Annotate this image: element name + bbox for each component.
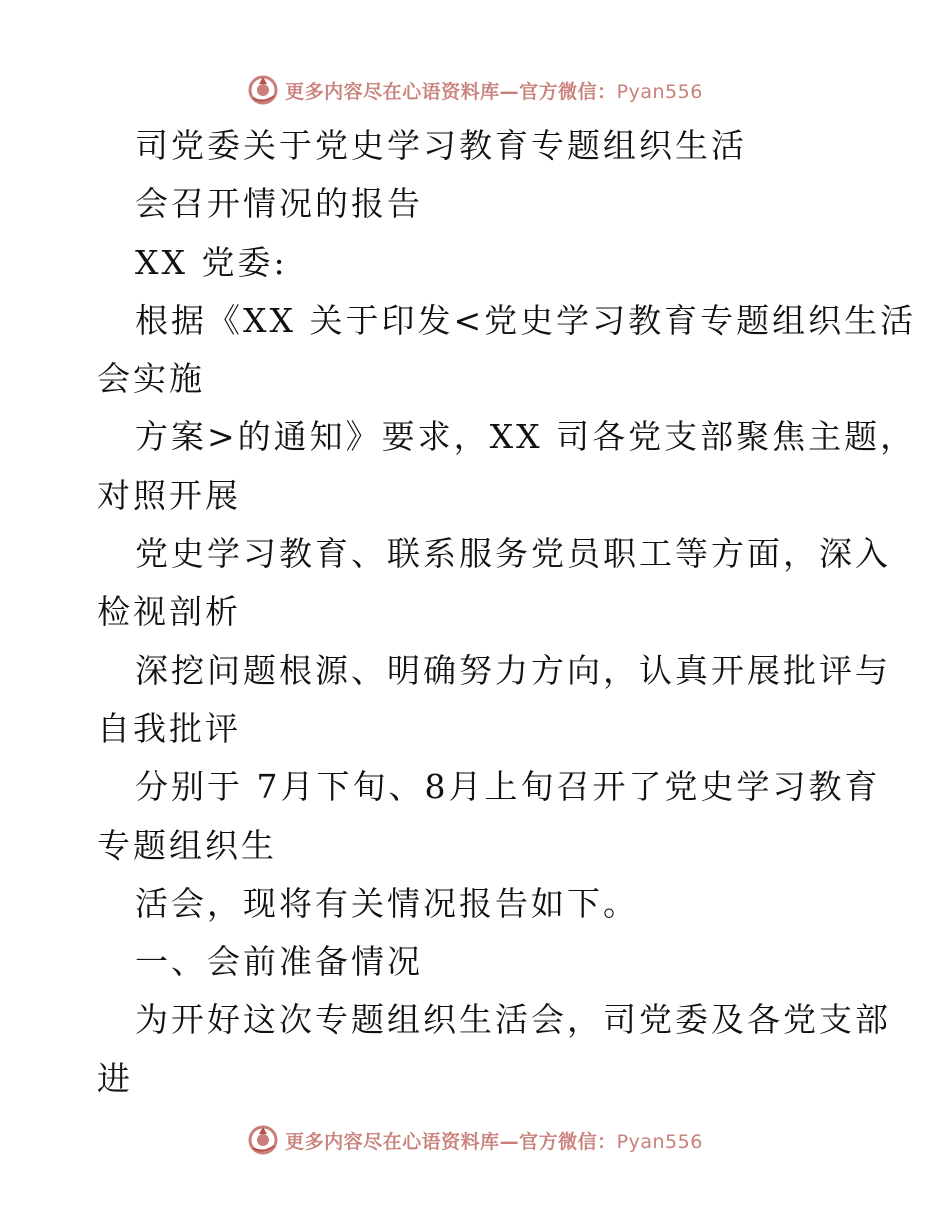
document-line: 对照开展 [97, 475, 241, 515]
seal-logo-icon [247, 74, 279, 106]
document-line: 进 [97, 1058, 133, 1098]
header-wechat-id: Pyan556 [616, 80, 703, 103]
header-watermark-banner [0, 70, 950, 110]
document-line: 自我批评 [97, 708, 241, 748]
footer-watermark-text: 更多内容尽在心语资料库—官方微信：Pyan556 [285, 1130, 703, 1153]
document-line: 检视剖析 [97, 592, 241, 632]
document-line: 根据《XX 关于印发<党史学习教育专题组织生活 [135, 300, 917, 340]
footer-watermark-banner [0, 1120, 950, 1160]
document-line: 一、会前准备情况 [135, 942, 423, 982]
header-watermark-text: 更多内容尽在心语资料库—官方微信：Pyan556 [285, 80, 703, 103]
document-line: 会召开情况的报告 [135, 184, 423, 224]
document-line: 会实施 [97, 359, 205, 399]
document-line: 党史学习教育、联系服务党员职工等方面，深入 [135, 534, 891, 574]
document-line: 司党委关于党史学习教育专题组织生活 [135, 126, 747, 165]
document-line: 专题组织生 [97, 825, 277, 865]
document-line: 为开好这次专题组织生活会，司党委及各党支部 [135, 1000, 891, 1040]
document-line: 活会，现将有关情况报告如下。 [135, 883, 639, 923]
document-line: 分别于 7月下旬、8月上旬召开了党史学习教育 [135, 767, 881, 807]
seal-logo-icon [247, 1124, 279, 1156]
document-body [0, 117, 950, 1108]
document-line: 深挖问题根源、明确努力方向，认真开展批评与 [135, 650, 891, 690]
footer-wechat-id: Pyan556 [616, 1130, 703, 1153]
document-line: XX 党委: [135, 242, 288, 282]
document-line: 方案>的通知》要求，XX 司各党支部聚焦主题， [135, 417, 917, 457]
